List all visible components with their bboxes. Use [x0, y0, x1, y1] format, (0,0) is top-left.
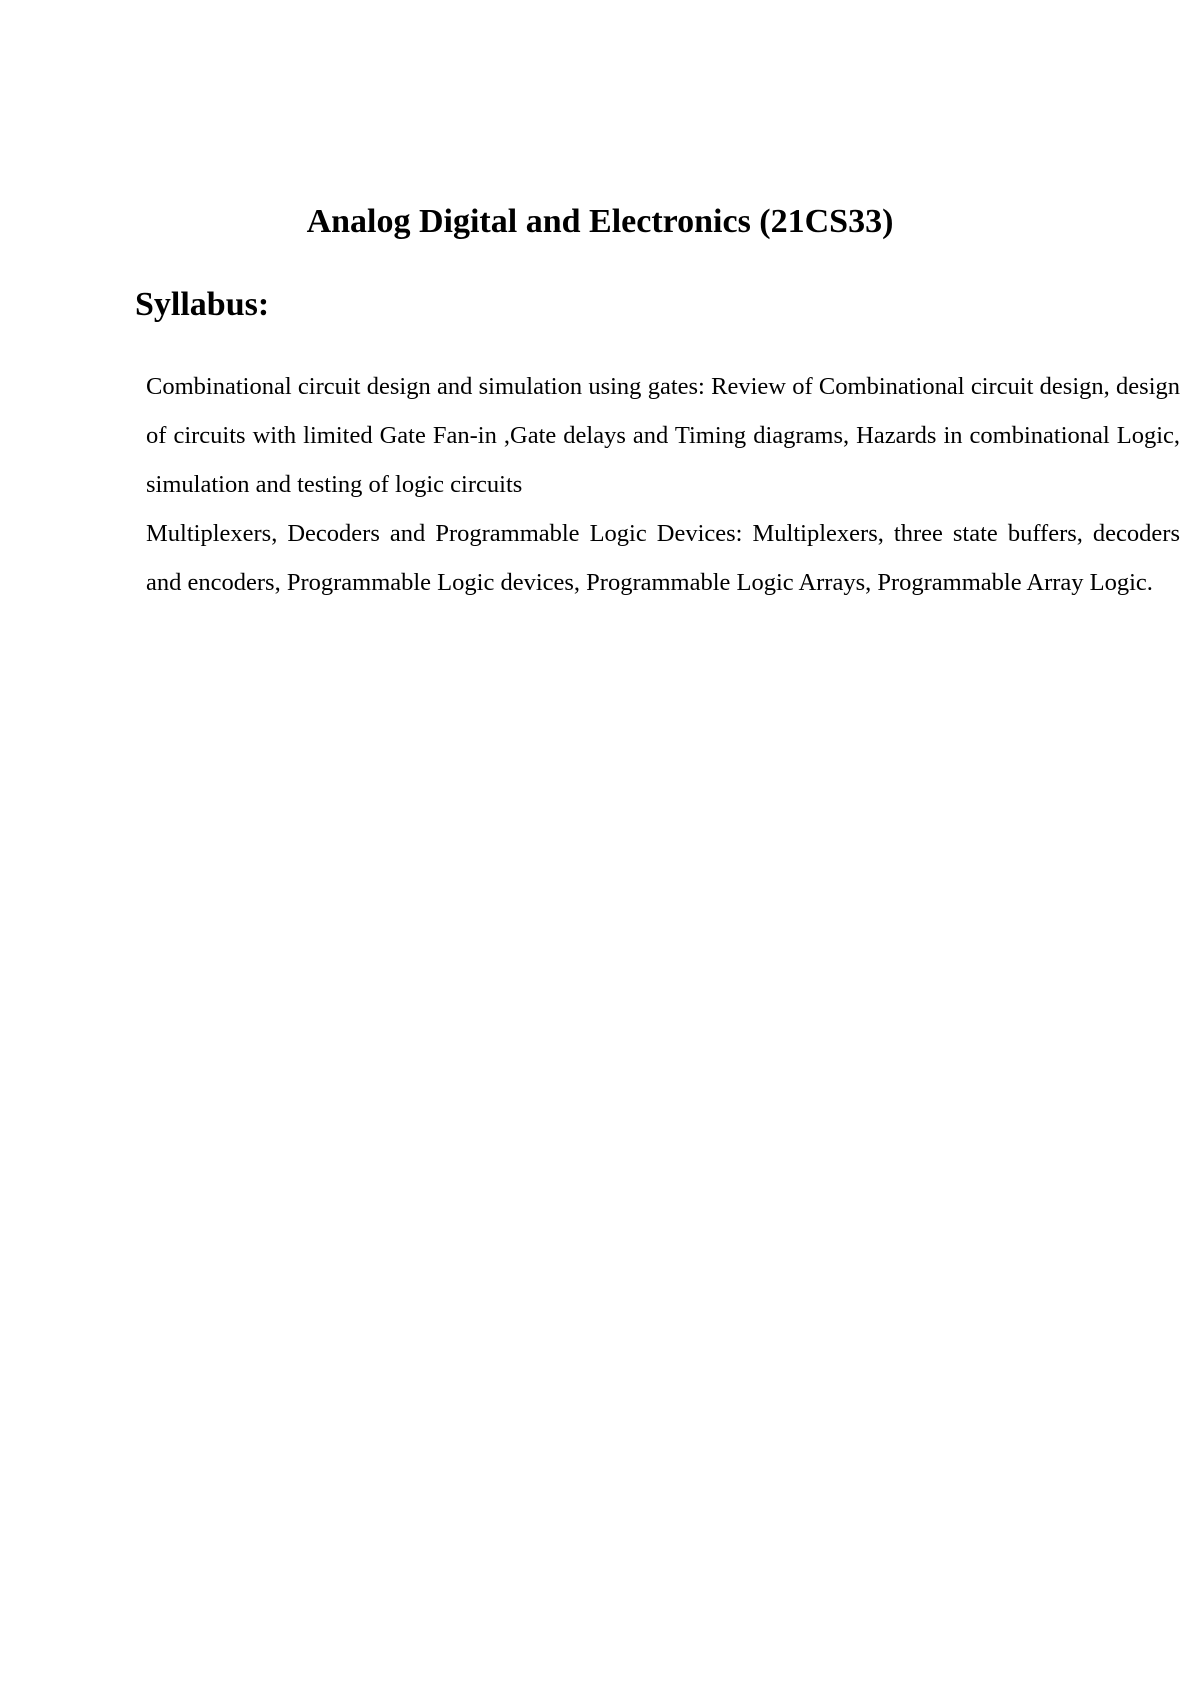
syllabus-paragraph-combinational: Combinational circuit design and simulation using gates: Review of Combinational circuit design, design of circuits with limited Gate Fan-in ,Gate delays and Timing diagrams, Hazards in combinational Logic, simulation and testing of logic circuits — [146, 373, 1180, 498]
syllabus-body — [146, 362, 1180, 607]
syllabus-heading: Syllabus: — [135, 286, 270, 323]
syllabus-paragraph-multiplexers: Multiplexers, Decoders and Programmable Logic Devices: Multiplexers, three state buffers, decoders and encoders, Programmable Logic devices, Programmable Logic Arrays, Programmable Array Logic. — [146, 520, 1180, 596]
document-title: Analog Digital and Electronics (21CS33) — [306, 203, 894, 240]
